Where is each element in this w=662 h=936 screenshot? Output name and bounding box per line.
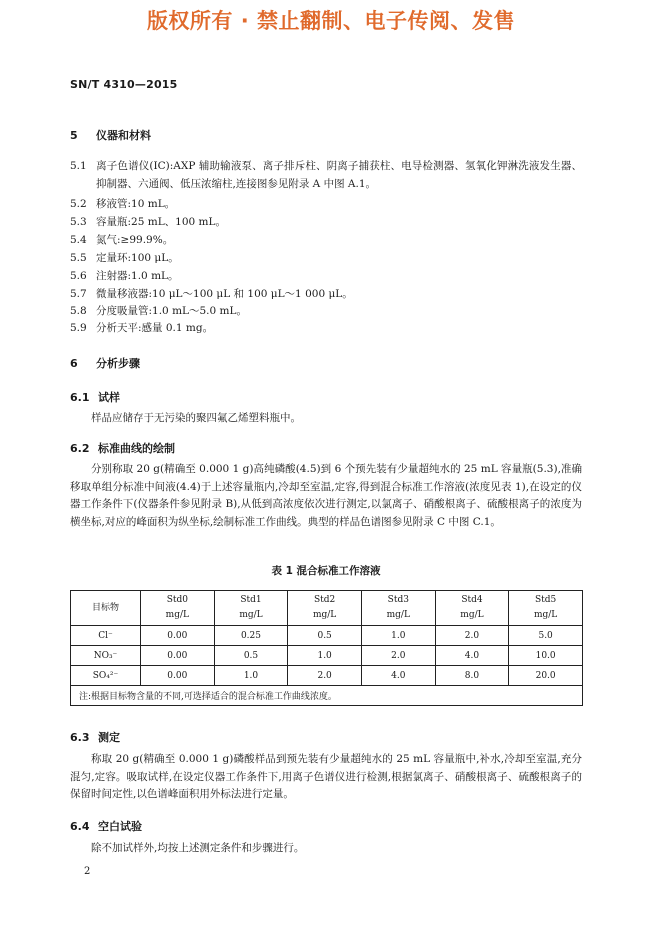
item-text: 离子色谱仪(IC):AXP 辅助输液泵、离子排斥柱、阴离子捕获柱、电导检测器、氢氧化钾淋洗液发生器、抑制器、六通阀、低压浓缩柱,连接图参见附录 A 中图 A.1。 <box>96 160 582 190</box>
item-5-8 <box>70 303 247 318</box>
item-number: 5.4 <box>70 234 87 246</box>
item-5-4 <box>70 232 173 247</box>
section-6-4-text: 除不加试样外,均按上述测定条件和步骤进行。 <box>91 842 305 854</box>
column-name: Std1 <box>240 595 262 605</box>
value-cell: 1.0 <box>361 626 435 646</box>
item-5-6 <box>70 268 179 283</box>
column-name: Std0 <box>166 595 188 605</box>
value-cell: 4.0 <box>435 646 509 666</box>
header-std3 <box>361 591 435 626</box>
value-cell: 1.0 <box>288 646 362 666</box>
header-std5 <box>509 591 583 626</box>
item-text: 注射器:1.0 mL。 <box>96 270 179 282</box>
item-text: 微量移液器:10 μL～100 μL 和 100 μL～1 000 μL。 <box>96 288 353 300</box>
target-cell: SO₄²⁻ <box>71 666 141 686</box>
item-number: 5.9 <box>70 322 87 334</box>
item-number: 5.1 <box>70 160 87 172</box>
item-5-2 <box>70 196 175 211</box>
value-cell: 5.0 <box>509 626 583 646</box>
item-text: 容量瓶:25 mL、100 mL。 <box>96 216 226 228</box>
section-title: 标准曲线的绘制 <box>98 442 175 455</box>
column-unit: mg/L <box>165 610 189 620</box>
header-target: 目标物 <box>71 591 141 626</box>
column-unit: mg/L <box>312 610 337 620</box>
value-cell: 0.5 <box>288 626 362 646</box>
section-6-3-heading <box>70 729 120 745</box>
target-cell: Cl⁻ <box>71 626 141 646</box>
item-5-3 <box>70 214 226 229</box>
page-number: 2 <box>84 866 91 877</box>
item-number: 5.2 <box>70 198 87 210</box>
value-cell: 4.0 <box>361 666 435 686</box>
value-cell: 1.0 <box>214 666 288 686</box>
copyright-banner: 版权所有 · 禁止翻制、电子传阅、发售 <box>146 9 516 33</box>
section-number: 6.4 <box>70 820 90 833</box>
table-note-row <box>71 686 583 706</box>
section-title: 测定 <box>98 731 120 744</box>
item-5-1 <box>70 158 582 193</box>
value-cell: 0.00 <box>141 646 215 666</box>
section-title: 仪器和材料 <box>96 129 151 142</box>
value-cell: 2.0 <box>435 626 509 646</box>
section-6-1-heading <box>70 389 120 405</box>
standard-number: SN/T 4310—2015 <box>70 78 178 91</box>
item-text: 分析天平:感量 0.1 mg。 <box>96 322 214 334</box>
item-5-5 <box>70 250 179 265</box>
value-cell: 2.0 <box>288 666 362 686</box>
value-cell: 20.0 <box>509 666 583 686</box>
section-number: 5 <box>70 129 78 142</box>
table-row <box>71 666 583 686</box>
table-1-caption: 表 1 混合标准工作溶液 <box>271 565 381 577</box>
table-note: 注:根据目标物含量的不同,可选择适合的混合标准工作曲线浓度。 <box>71 686 583 706</box>
section-6-4-heading <box>70 818 142 834</box>
value-cell: 0.5 <box>214 646 288 666</box>
value-cell: 2.0 <box>361 646 435 666</box>
item-number: 5.6 <box>70 270 87 282</box>
value-cell: 10.0 <box>509 646 583 666</box>
column-name: Std2 <box>314 595 336 605</box>
section-6-1-text: 样品应储存于无污染的聚四氟乙烯塑料瓶中。 <box>91 412 301 424</box>
section-number: 6.2 <box>70 442 90 455</box>
section-number: 6 <box>70 357 78 370</box>
target-cell: NO₃⁻ <box>71 646 141 666</box>
value-cell: 0.25 <box>214 626 288 646</box>
item-text: 移液管:10 mL。 <box>96 198 176 210</box>
section-6-2-text: 分别称取 20 g(精确至 0.000 1 g)高纯磷酸(4.5)到 6 个预先装有少量超纯水的 25 mL 容量瓶(5.3),准确移取单组分标准中间液(4.4)于上述容量瓶内,冷却至室温,定容,得到混合标准工作溶液(浓度见表 1),在设定的仪器工作条件下(仪器条件参见附录 B),从低到高浓度依次进行测定,以氯离子、硝酸根离子、硫酸根离子的浓度为横坐标,对应的峰面积为纵坐标,绘制标准工作曲线。典型的样品色谱图参见附录 C 中图 C.1。 <box>70 463 582 528</box>
item-number: 5.8 <box>70 305 87 317</box>
section-title: 试样 <box>98 391 120 404</box>
column-unit: mg/L <box>239 610 263 620</box>
header-std0 <box>141 591 215 626</box>
header-std2 <box>288 591 362 626</box>
section-number: 6.1 <box>70 391 90 404</box>
item-number: 5.7 <box>70 288 87 300</box>
item-text: 定量环:100 μL。 <box>96 252 179 264</box>
item-5-9 <box>70 320 213 335</box>
column-name: Std5 <box>535 595 557 605</box>
item-text: 氮气:≥99.9%。 <box>96 234 174 246</box>
value-cell: 8.0 <box>435 666 509 686</box>
section-title: 分析步骤 <box>96 357 140 370</box>
value-cell: 0.00 <box>141 666 215 686</box>
section-5-heading <box>70 127 151 143</box>
section-number: 6.3 <box>70 731 90 744</box>
value-cell: 0.00 <box>141 626 215 646</box>
table-header-row <box>71 591 583 626</box>
item-5-7 <box>70 286 353 301</box>
item-number: 5.5 <box>70 252 87 264</box>
item-text: 分度吸量管:1.0 mL～5.0 mL。 <box>96 305 247 317</box>
header-std4 <box>435 591 509 626</box>
section-6-heading <box>70 355 140 371</box>
column-unit: mg/L <box>533 610 558 620</box>
section-6-2-heading <box>70 440 175 456</box>
item-number: 5.3 <box>70 216 87 228</box>
header-std1 <box>214 591 288 626</box>
standard-solution-table <box>70 590 583 706</box>
column-unit: mg/L <box>460 610 484 620</box>
section-6-3-text: 称取 20 g(精确至 0.000 1 g)磷酸样品到预先装有少量超纯水的 25 mL 容量瓶中,补水,冷却至室温,充分混匀,定容。吸取试样,在设定仪器工作条件下,用离子色谱仪进行检测,根据氯离子、硝酸根离子、硫酸根离子的保留时间定性,以色谱峰面积用外标法进行定量。 <box>70 753 582 801</box>
section-title: 空白试验 <box>98 820 142 833</box>
table-row <box>71 646 583 666</box>
table-row <box>71 626 583 646</box>
column-name: Std4 <box>461 595 483 605</box>
column-unit: mg/L <box>386 610 410 620</box>
column-name: Std3 <box>387 595 409 605</box>
